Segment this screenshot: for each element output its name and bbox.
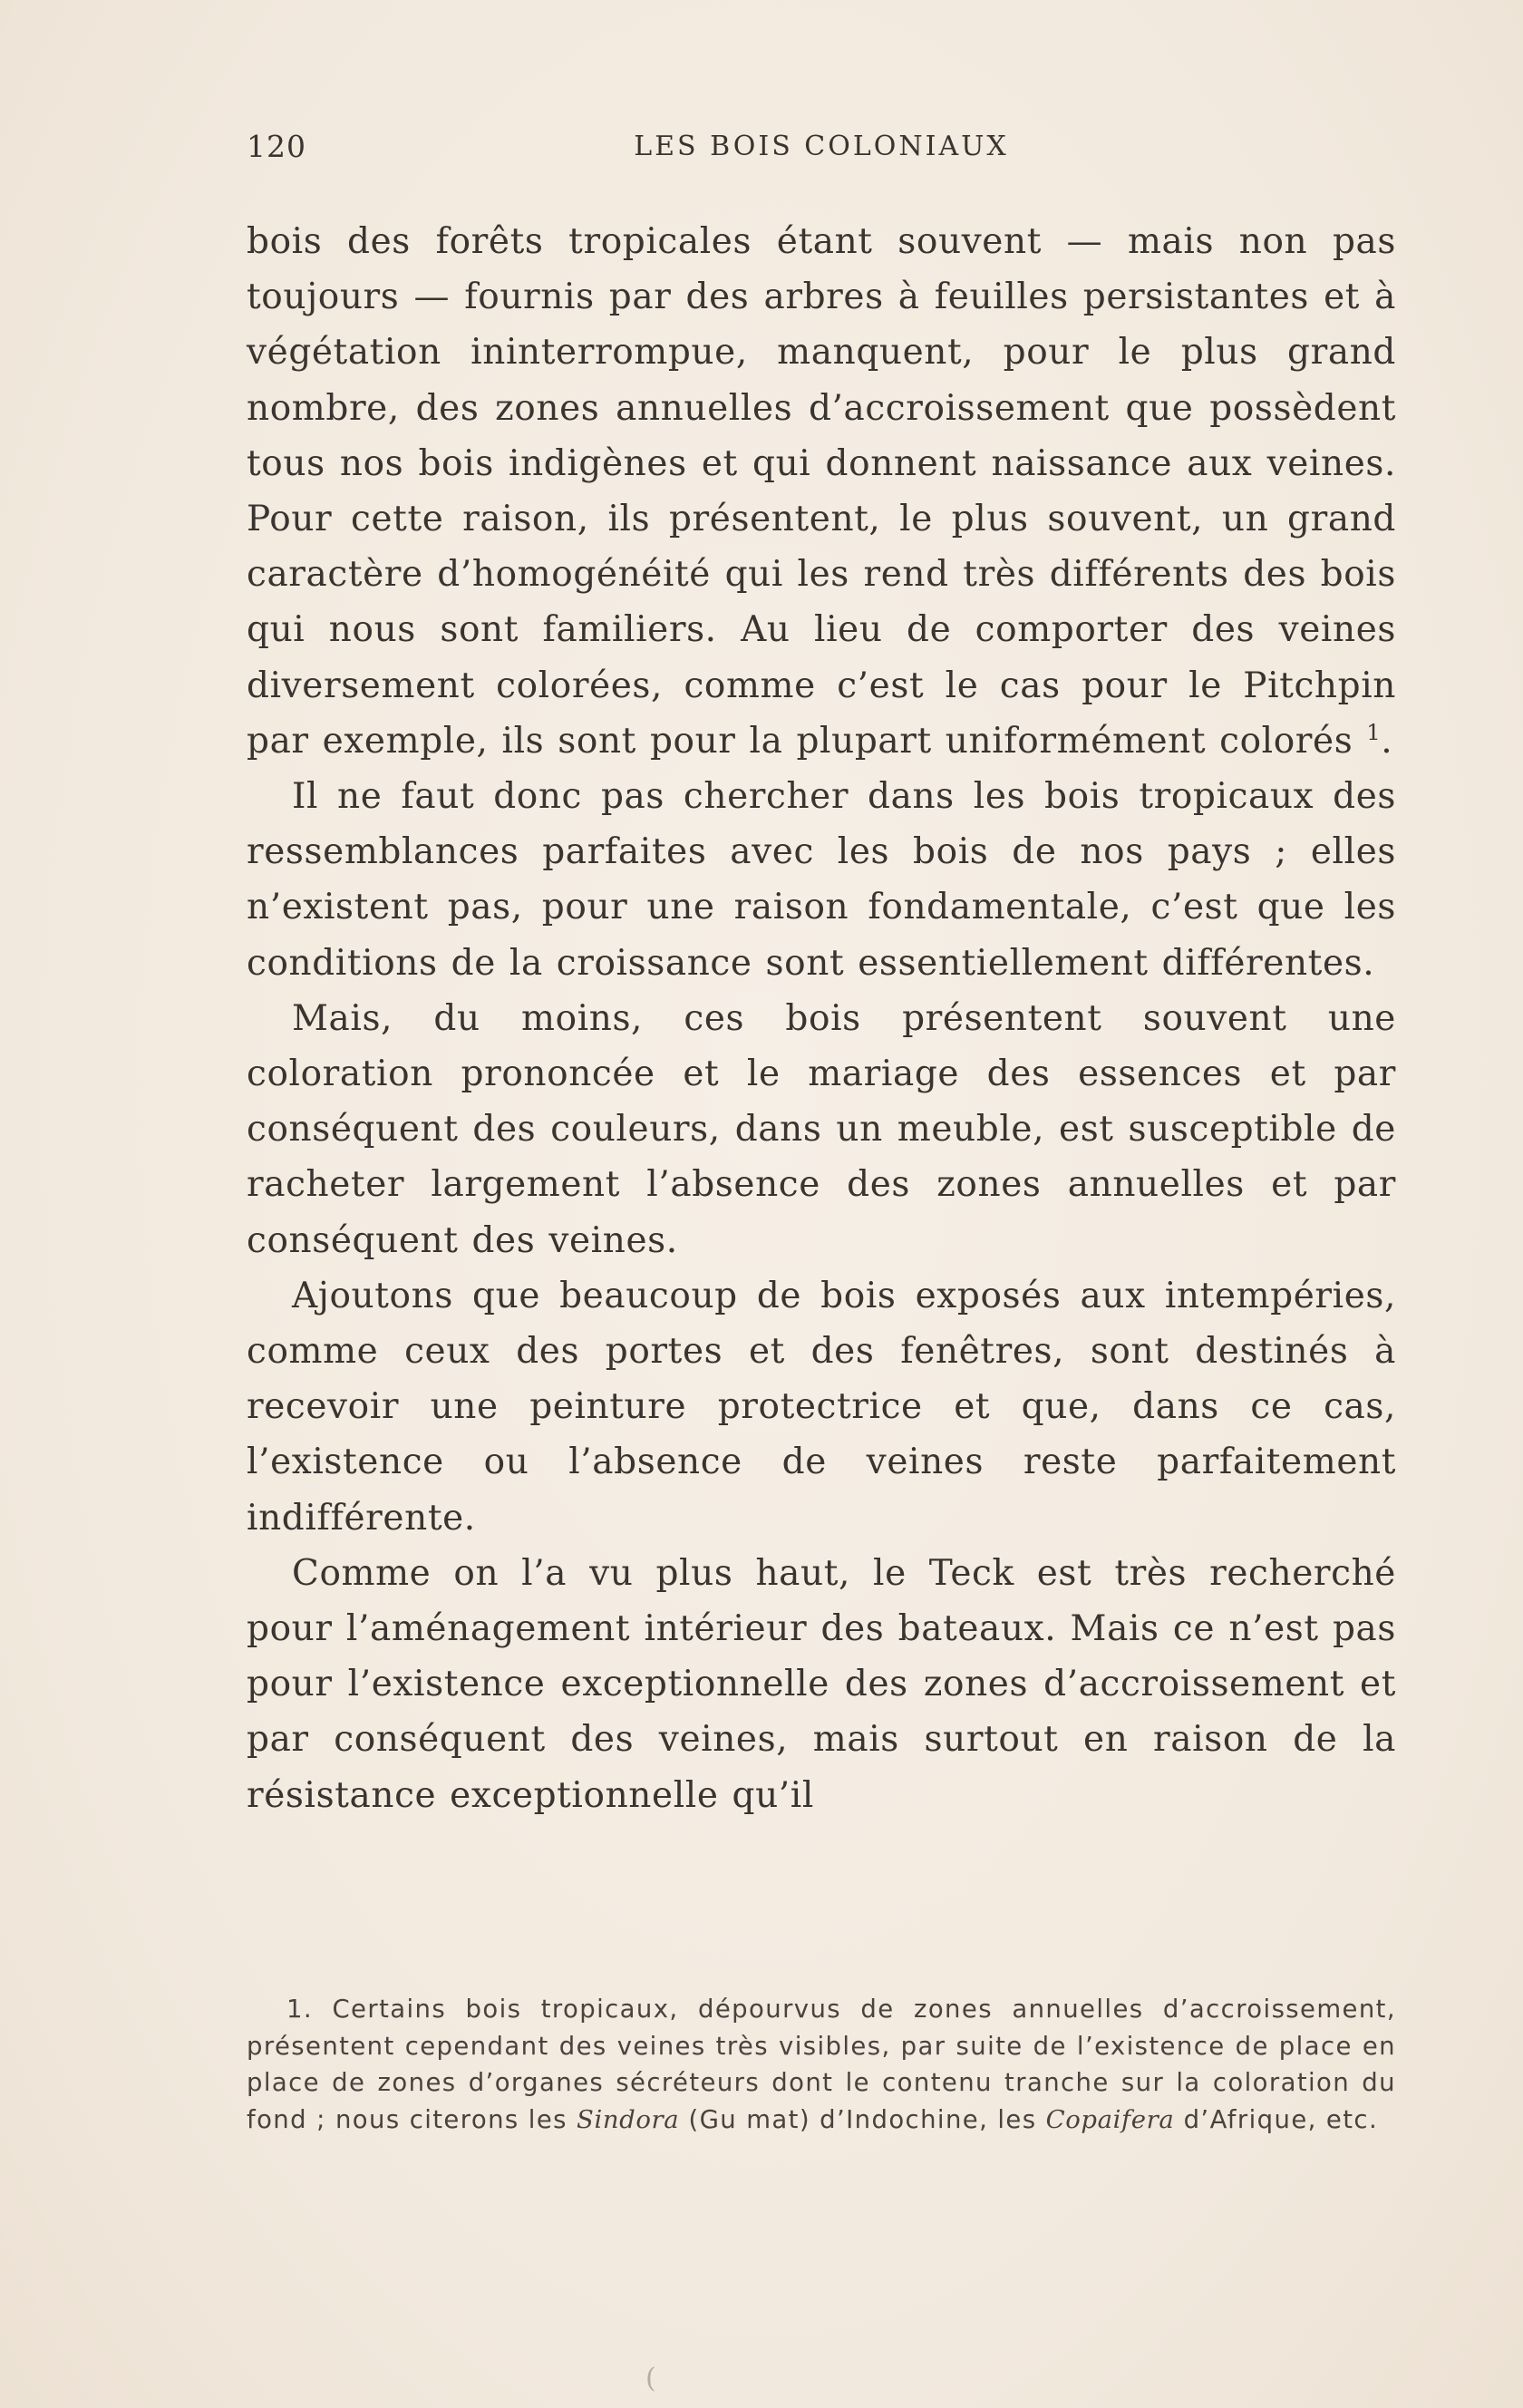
footnote <box>247 1991 1396 2138</box>
paragraph-5: Comme on l’a vu plus haut, le Teck est très recherché pour l’aménagement intérieur des bateaux. Mais ce n’est pas pour l’existence exceptionnelle des zones d’accroissement et par conséquent des veines, mais surtout en raison de la résistance exceptionnelle qu’il <box>247 1552 1396 1816</box>
paragraph-3: Mais, du moins, ces bois présentent souvent une coloration prononcée et le mariage des essences et par conséquent des couleurs, dans un meuble, est susceptible de racheter largement l’absence des zones annuelles et par conséquent des veines. <box>247 997 1396 1261</box>
footnote-italic-sindora: Sindora <box>577 2104 680 2134</box>
page-number: 120 <box>247 129 306 164</box>
running-title: LES BOIS COLONIAUX <box>634 131 1009 162</box>
paragraph-4: Ajoutons que beaucoup de bois exposés aux intempéries, comme ceux des portes et des fenêtres, sont destinés à recevoir une peinture protectrice et que, dans ce cas, l’existence ou l’absence de veines reste parfaitement indifférente. <box>247 1275 1396 1539</box>
paragraph-1 <box>247 214 1396 769</box>
footnote-end: d’Afrique, etc. <box>1183 2104 1379 2134</box>
footnote-paragraph <box>247 1991 1396 2138</box>
footnote-text: 1. Certains bois tropicaux, dépourvus de zones annuelles d’accroissement, présentent cependant des veines très visibles, par suite de l’existence de place en place de zones d’organes sécréteurs dont le contenu tranche sur la coloration du fond ; nous citerons les <box>247 1995 1396 2134</box>
bottom-mark: ( <box>645 2363 656 2394</box>
footnote-reference: 1 <box>1366 719 1382 745</box>
paragraph-1-text: bois des forêts tropicales étant souvent — mais non pas toujours — fournis par des arbres à feuilles persistantes et à végétation ininterrompue, manquent, pour le plus grand nombre, des zones annuelles d’accroissement que possèdent tous nos bois indigènes et qui donnent naissance aux veines. Pour cette raison, ils présentent, le plus souvent, un grand caractère d’homogénéité qui les rend très différents des bois qui nous sont familiers. Au lieu de comporter des veines diversement colorées, comme c’est le cas pour le Pitchpin par exemple, ils sont pour la plupart uniformément colorés <box>247 221 1396 762</box>
page-header <box>247 129 1396 174</box>
footnote-italic-copaifera: Copaifera <box>1045 2104 1175 2134</box>
body-text <box>247 214 1396 1823</box>
footnote-mid: (Gu mat) d’Indochine, les <box>688 2104 1037 2134</box>
paragraph-1-end: . <box>1381 720 1393 762</box>
paragraph-2: Il ne faut donc pas chercher dans les bois tropicaux des ressemblances parfaites avec les bois de nos pays ; elles n’existent pas, pour une raison fondamentale, c’est que les conditions de la croissance sont essentiellement différentes. <box>247 776 1396 984</box>
